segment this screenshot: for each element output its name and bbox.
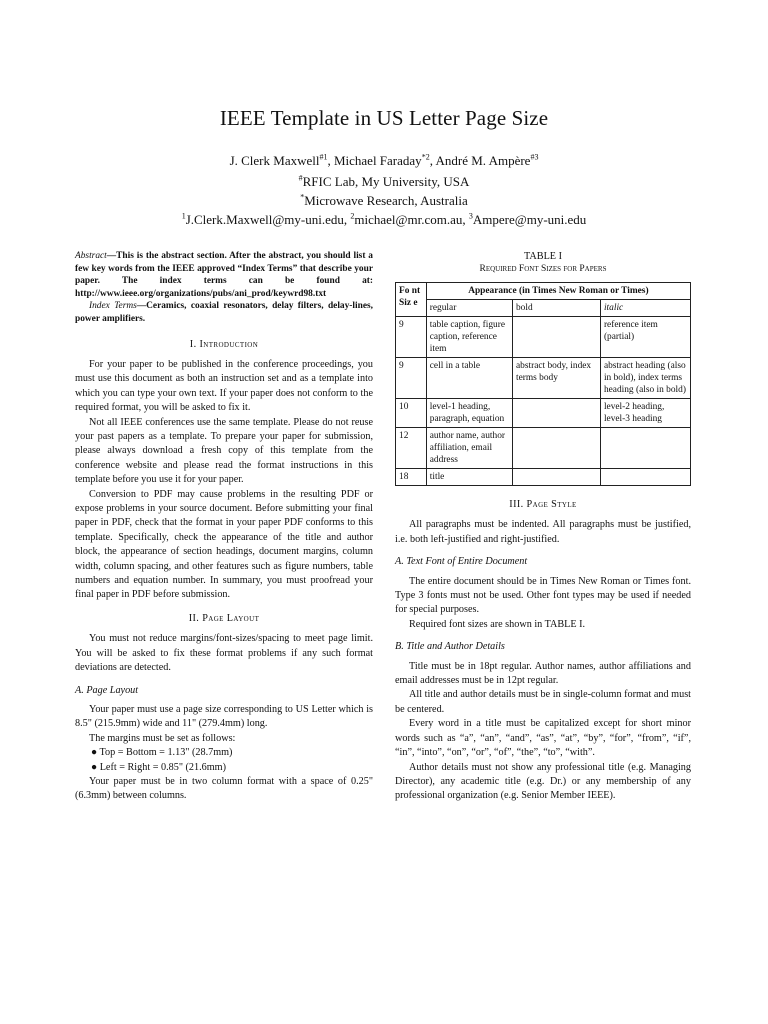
author-names [0,152,768,170]
table-cell-italic: level-2 heading, level-3 heading [600,399,690,428]
paragraph: Every word in a title must be capitalized except for short minor words such as “a”, “an”, “and”, “as”, “at”, “by”, “for”, “from”, “if”, “in”, “into”, “on”, “or”, “of”, “the”, “to”, “with”. [395,718,691,759]
table-cell-bold [512,317,600,358]
table-subheader-regular: regular [426,300,512,317]
table-cell-regular: title [426,469,512,486]
email-3: Ampere@my-uni.edu [472,212,587,227]
table-cell-italic: reference item (partial) [600,317,690,358]
paragraph: Your paper must be in two column format with a space of 0.25" (6.3mm) between columns. [75,775,373,802]
author-3-sup: #3 [530,152,539,162]
table-row [396,358,691,399]
section-heading-page-layout: II. Page Layout [188,612,260,624]
aff-1-sup: # [298,173,303,183]
paper-title: IEEE Template in US Letter Page Size [219,106,549,130]
paragraph: The entire document should be in Times New Roman or Times font. Type 3 fonts must not be used. Other font types may be used if needed for special purposes. [395,575,691,616]
paragraph: You must not reduce margins/font-sizes/spacing to meet page limit. You will be asked to fix these format problems if any such format deviations are detected. [75,633,373,674]
right-column [395,250,691,804]
subsection-heading-title-author: B. Title and Author Details [395,641,505,653]
bullet-item: ● Left = Right = 0.85" (21.6mm) [91,761,226,773]
table-cell-bold [512,428,600,469]
paragraph: Conversion to PDF may cause problems in the resulting PDF or expose problems in your source document. Before submitting your final paper in PDF, check that the format in your paper PDF conforms to this template. Specifically, check the appearance of the title and author block, the appearance of section headings, document margins, column width, column spacing, and other features such as figure numbers, table numbers and equation number. In summary, you must proofread your final paper in PDF before submission. [75,488,373,601]
table-cell-bold [512,469,600,486]
email-2: michael@mr.com.au [354,212,463,227]
index-terms [75,300,373,325]
abstract-lead: Abstract [75,251,107,261]
author-1: J. Clerk Maxwell [229,153,320,168]
email-2-sup: 2 [350,211,355,221]
email-sep: , [343,212,351,227]
table-row [396,428,691,469]
paragraph: Title must be in 18pt regular. Author names, author affiliations and email addresses must be in 12pt regular. [395,660,691,687]
author-sep: , [429,153,436,168]
email-sep: , [462,212,469,227]
index-dash: — [136,301,147,312]
table-cell-size: 9 [396,358,427,399]
table-cell-size: 12 [396,428,427,469]
paragraph: All paragraphs must be indented. All paragraphs must be justified, i.e. both left-justified and right-justified. [395,519,691,545]
affiliation-2 [0,192,768,210]
paragraph: Not all IEEE conferences use the same template. Please do not reuse your past papers as a template. To prepare your paper for submission, please always download a fresh copy of this template from the conference website and please read the format instructions in this template before you use it for your paper. [75,416,373,486]
author-1-sup: #1 [319,152,328,162]
table-caption: Required Font Sizes for Papers [479,264,607,274]
index-terms-lead: Index Terms [89,301,137,312]
table-cell-regular: level-1 heading, paragraph, equation [426,399,512,428]
affiliation-1 [0,173,768,191]
section-heading-introduction: I. Introduction [189,338,259,350]
author-2: Michael Faraday [333,153,422,168]
email-1: J.Clerk.Maxwell@my-uni.edu [185,212,344,227]
author-2-sup: *2 [421,152,430,162]
table-header-row [396,283,691,300]
table-cell-italic [600,428,690,469]
table-cell-italic: abstract heading (also in bold), index terms heading (also in bold) [600,358,690,399]
paragraph: For your paper to be published in the conference proceedings, you must use this document as both an instruction set and as a template into which you can type your own text. If your paper does not conform to the required format, you will be asked to fix it. [75,358,373,414]
table-cell-regular: table caption, figure caption, reference item [426,317,512,358]
subsection-heading-page-layout: A. Page Layout [75,684,139,696]
table-cell-regular: author name, author affiliation, email address [426,428,512,469]
table-cell-size: 18 [396,469,427,486]
abstract [75,250,373,300]
table-cell-bold: abstract body, index terms body [512,358,600,399]
aff-2-text: Microwave Research, Australia [304,193,468,208]
email-1-sup: 1 [181,211,186,221]
author-sep: , [327,153,334,168]
left-column [75,250,373,804]
paragraph: All title and author details must be in single-column format and must be centered. [395,689,691,715]
subsection-heading-text-font: A. Text Font of Entire Document [395,556,528,568]
table-subheader-bold: bold [512,300,600,317]
paragraph: The margins must be set as follows: [89,732,236,744]
bullet-item: ● Top = Bottom = 1.13" (28.7mm) [91,747,233,759]
index-terms-text: Ceramics, coaxial resonators, delay filters, delay-lines, power amplifiers. [75,301,374,324]
paragraph: Required font sizes are shown in TABLE I. [409,618,586,630]
abstract-text: This is the abstract section. After the abstract, you should list a few key words from the IEEE approved “Index Terms” that describe your paper. The index terms can be found at: http://www.ieee.org/organizations/pubs/ani_prod/keywrd98.txt [75,251,373,299]
table-cell-italic [600,469,690,486]
table-label: TABLE I [524,251,562,262]
aff-2-sup: * [300,192,305,202]
table-cell-bold [512,399,600,428]
table-cell-size: 10 [396,399,427,428]
font-size-table [395,282,691,486]
author-3: André M. Ampère [435,153,531,168]
table-cell-size: 9 [396,317,427,358]
table-row [396,317,691,358]
table-subheader-row [396,300,691,317]
paragraph: Your paper must use a page size corresponding to US Letter which is 8.5" (215.9mm) wide and 11" (279.4mm) long. [75,703,373,730]
section-heading-page-style: III. Page Style [509,499,577,510]
paragraph: Author details must not show any professional title (e.g. Managing Director), any academic title (e.g. Dr.) or any membership of any professional organization (e.g. Senior Member IEEE). [395,761,691,802]
table-header-font-size: Fo nt Siz e [396,283,427,317]
table-cell-regular: cell in a table [426,358,512,399]
email-3-sup: 3 [468,211,473,221]
emails [0,211,768,229]
table-header-appearance: Appearance (in Times New Roman or Times) [426,283,690,300]
table-row [396,399,691,428]
table-subheader-italic: italic [600,300,690,317]
aff-1-text: RFIC Lab, My University, USA [302,174,470,189]
table-row [396,469,691,486]
abstract-dash: — [106,251,117,261]
